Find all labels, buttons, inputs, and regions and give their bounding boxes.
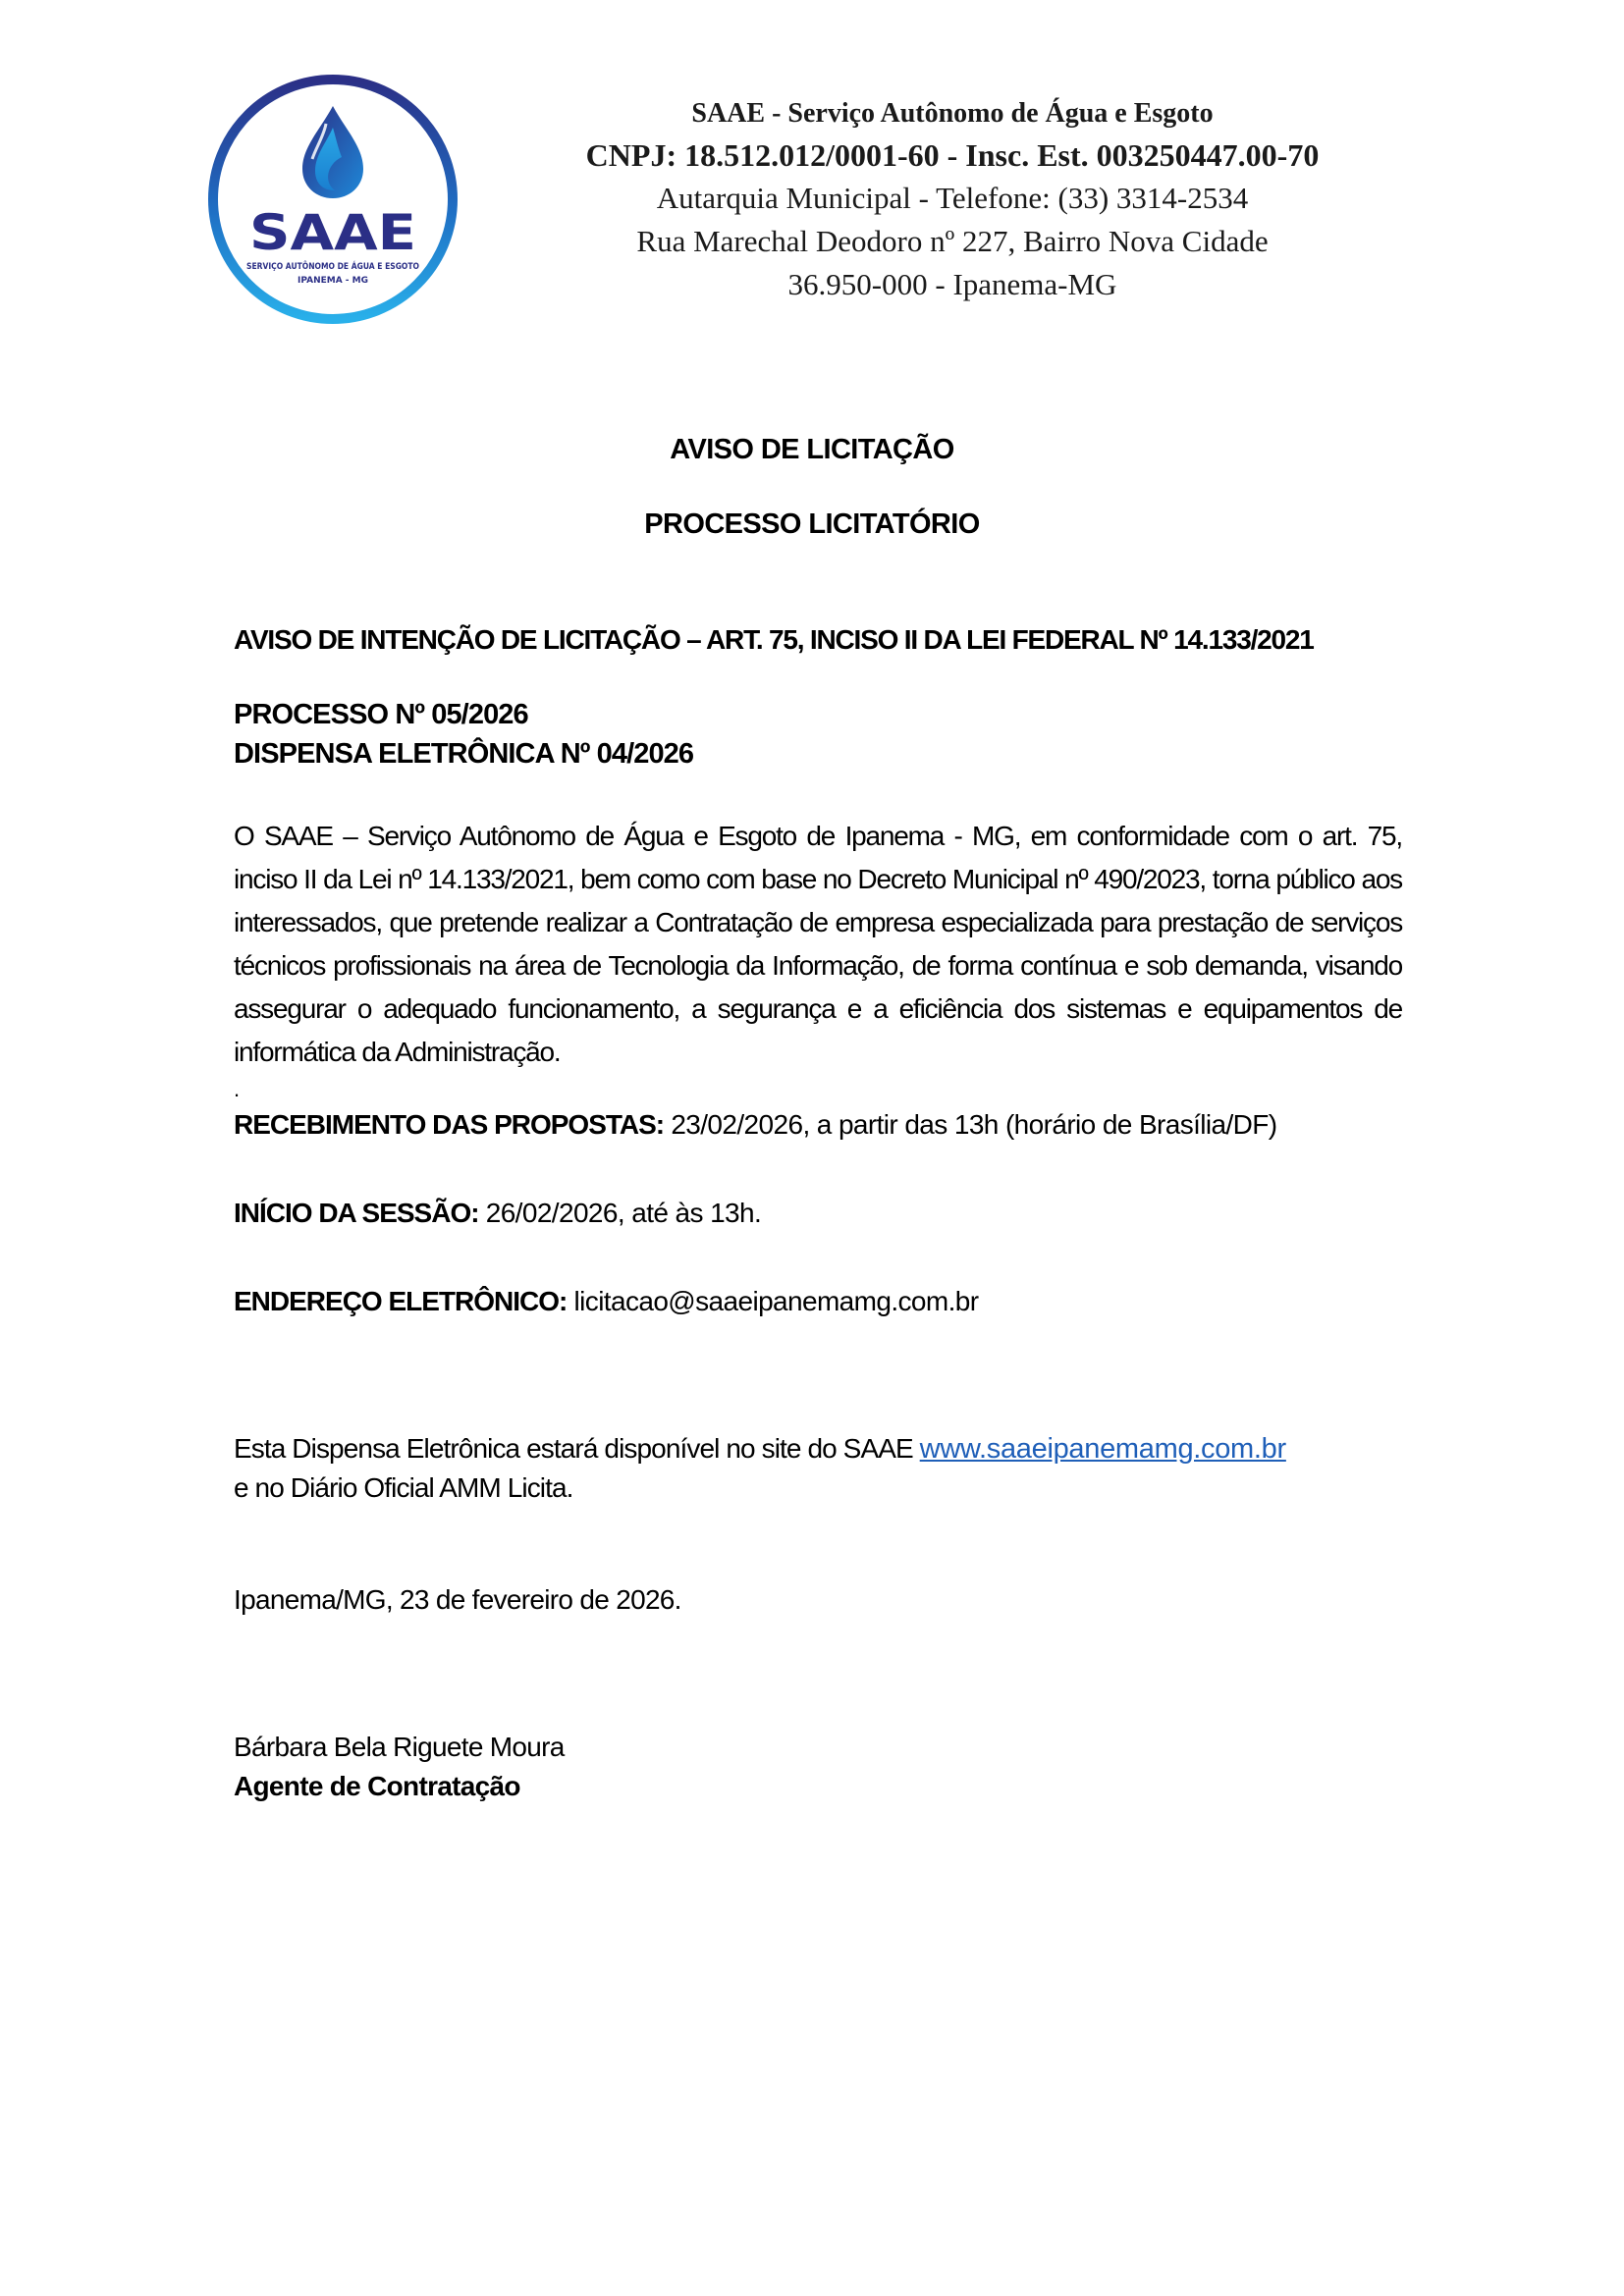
- saae-logo-graphic: [204, 71, 461, 328]
- session-label: INÍCIO DA SESSÃO:: [234, 1198, 479, 1228]
- address-line: Rua Marechal Deodoro nº 227, Bairro Nova Cidade: [636, 224, 1269, 258]
- email-value: licitacao@saaeipanemamg.com.br: [573, 1286, 979, 1316]
- body-paragraph: O SAAE – Serviço Autônomo de Água e Esgoto de Ipanema - MG, em conformidade com o art. 75, inciso II da Lei nº 14.133/2021, bem como com base no Decreto Municipal nº 490/2023, torna público aos interessados, que pretende realizar a Contratação de empresa especializada para prestação de serviços técnicos profissionais na área de Tecnologia da Informação, de forma contínua e sob demanda, visando assegurar o adequado funcionamento, a segurança e a eficiência dos sistemas e equipamentos de informática da Administração.: [234, 821, 1402, 1067]
- email-field: [234, 1282, 1402, 1321]
- session-value: 26/02/2026, até às 13h.: [485, 1198, 762, 1228]
- logo-wordmark: SAAE: [249, 204, 416, 261]
- website-link[interactable]: www.saaeipanemamg.com.br: [919, 1433, 1286, 1465]
- sub-title: PROCESSO LICITATÓRIO: [644, 508, 980, 540]
- intent-heading: AVISO DE INTENÇÃO DE LICITAÇÃO – ART. 75, INCISO II DA LEI FEDERAL Nº 14.133/2021: [234, 624, 1314, 655]
- availability-line-1: [234, 1429, 1402, 1468]
- logo-subtitle-1: SERVIÇO AUTÔNOMO DE ÁGUA E ESGOTO: [246, 262, 452, 272]
- letterhead: [560, 94, 1345, 306]
- proposals-value: 23/02/2026, a partir das 13h (horário de Brasília/DF): [671, 1109, 1277, 1140]
- session-field: [234, 1194, 1402, 1233]
- city-line: 36.950-000 - Ipanema-MG: [787, 267, 1117, 301]
- proposals-field: [234, 1105, 1402, 1145]
- place-date: Ipanema/MG, 23 de fevereiro de 2026.: [234, 1584, 681, 1615]
- document-body: [234, 430, 1402, 1806]
- process-number: PROCESSO Nº 05/2026: [234, 699, 528, 730]
- logo-subtitle-2: IPANEMA - MG: [297, 276, 369, 286]
- dispensa-number: DISPENSA ELETRÔNICA Nº 04/2026: [234, 738, 694, 770]
- saae-logo: [204, 71, 461, 328]
- availability-text: Esta Dispensa Eletrônica estará disponível no site do SAAE: [234, 1433, 913, 1464]
- signer-name: Bárbara Bela Riguete Moura: [234, 1732, 565, 1762]
- registration-numbers: CNPJ: 18.512.012/0001-60 - Insc. Est. 003250447.00-70: [585, 137, 1320, 173]
- availability-note: [234, 1429, 1402, 1508]
- phone-line: Autarquia Municipal - Telefone: (33) 3314-2534: [656, 181, 1249, 215]
- signature-block: [234, 1728, 1402, 1806]
- org-name: SAAE - Serviço Autônomo de Água e Esgoto: [691, 98, 1214, 129]
- main-title: AVISO DE LICITAÇÃO: [670, 434, 954, 465]
- signer-role: Agente de Contratação: [234, 1771, 520, 1801]
- stray-dot: .: [234, 1077, 241, 1101]
- availability-text-after: e no Diário Oficial AMM Licita.: [234, 1472, 573, 1503]
- proposals-label: RECEBIMENTO DAS PROPOSTAS:: [234, 1109, 665, 1140]
- email-label: ENDEREÇO ELETRÔNICO:: [234, 1286, 568, 1316]
- process-info: [234, 695, 1402, 774]
